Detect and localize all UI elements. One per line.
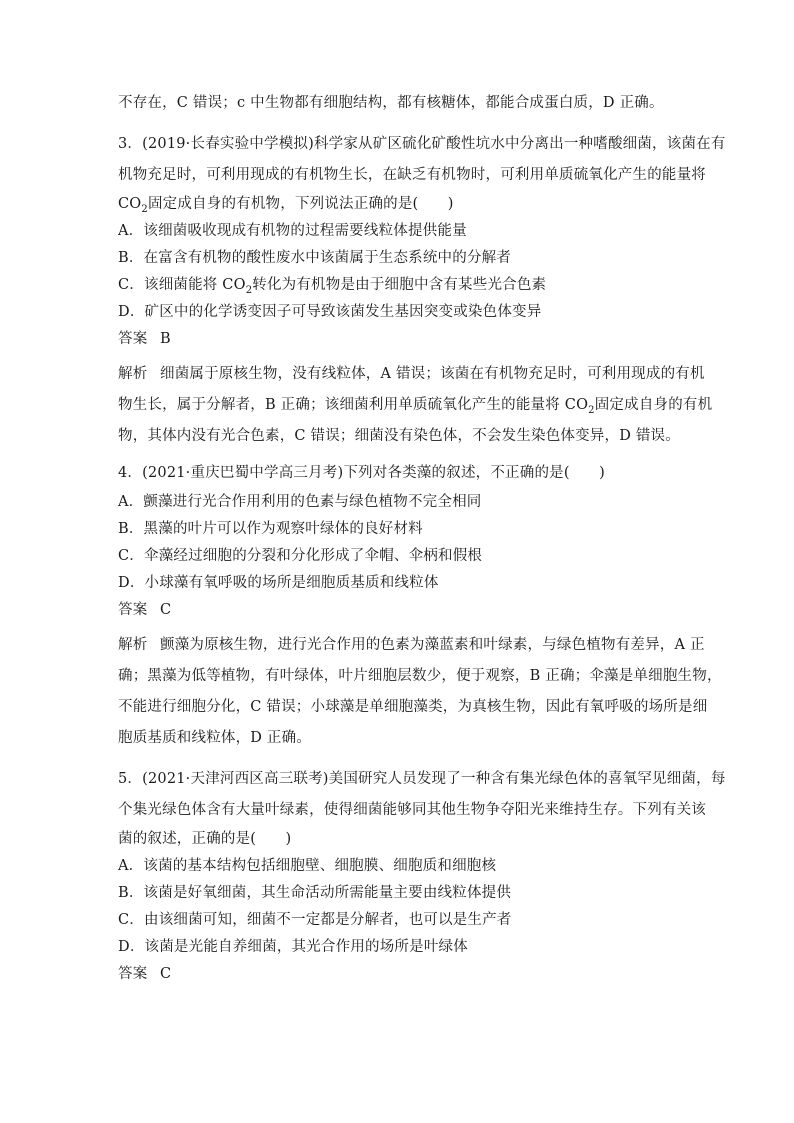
document-page xyxy=(118,88,726,988)
q4-analysis-line-2: 确；黑藻为低等植物，有叶绿体，叶片细胞层数少，便于观察，B 正确；伞藻是单细胞生物， xyxy=(118,668,722,684)
q3-stem-line-1: 3．(2019·长春实验中学模拟)科学家从矿区硫化矿酸性坑水中分离出一种嗜酸细菌，该菌在有 xyxy=(118,136,726,152)
q5-stem-line-1: 5．(2021·天津河西区高三联考)美国研究人员发现了一种含有集光绿色体的喜氧罕见细菌，每 xyxy=(118,771,726,787)
analysis-label: 解析 xyxy=(118,637,148,653)
q5-stem-line-3: 菌的叙述，正确的是( ) xyxy=(118,831,292,847)
q4-option-a: A．颤藻进行光合作用利用的色素与绿色植物不完全相同 xyxy=(118,494,482,510)
answer-label: 答案 xyxy=(118,331,148,347)
q3-option-c: C．该细菌能将 $CO_2$转化为有机物是由于细胞中含有某些光合色素 xyxy=(118,277,547,296)
answer-label: 答案 xyxy=(118,602,148,618)
q5-stem-line-2: 个集光绿色体含有大量叶绿素，使得细菌能够同其他生物争夺阳光来维持生存。下列有关该 xyxy=(118,802,706,818)
answer-value: C xyxy=(160,602,172,618)
q4-option-d: D．小球藻有氧呼吸的场所是细胞质基质和线粒体 xyxy=(118,575,439,591)
q3-analysis-line-1: 解析 细菌属于原核生物，没有线粒体，A 错误；该菌在有机物充足时，可利用现成的有机 xyxy=(118,359,678,390)
answer-value: B xyxy=(160,331,171,347)
q4-stem: 4．(2021·重庆巴蜀中学高三月考)下列对各类藻的叙述，不正确的是( ) xyxy=(118,465,605,481)
q4-analysis-line-3: 不能进行细胞分化，C 错误；小球藻是单细胞藻类，为真核生物，因此有氧呼吸的场所是细 xyxy=(118,699,708,715)
q5-option-d: D．该菌是光能自养细菌，其光合作用的场所是叶绿体 xyxy=(118,939,468,955)
question-3 xyxy=(118,129,726,452)
q3-option-b: B．在富含有机物的酸性废水中该菌属于生态系统中的分解者 xyxy=(118,250,512,266)
analysis-label: 解析 xyxy=(118,366,148,382)
q5-answer xyxy=(118,961,678,988)
q4-analysis-line-1: 解析 颤藻为原核生物，进行光合作用的色素为藻蓝素和叶绿素，与绿色植物有差异，A 正 xyxy=(118,630,678,661)
answer-value: C xyxy=(160,966,172,982)
q4-analysis-line-4: 胞质基质和线粒体，D 正确。 xyxy=(118,730,312,746)
q5-option-a: A．该菌的基本结构包括细胞壁、细胞膜、细胞质和细胞核 xyxy=(118,858,497,874)
q3-option-d: D．矿区中的化学诱变因子可导致该菌发生基因突变或染色体变异 xyxy=(118,304,542,320)
q3-analysis-line-3: 物，其体内没有光合色素，C 错误；细菌没有染色体，不会发生染色体变异，D 错误。 xyxy=(118,428,680,444)
question-5 xyxy=(118,764,726,988)
q3-option-a: A．该细菌吸收现成有机物的过程需要线粒体提供能量 xyxy=(118,223,467,239)
q4-option-c: C．伞藻经过细胞的分裂和分化形成了伞帽、伞柄和假根 xyxy=(118,548,483,564)
q5-option-c: C．由该细菌可知，细菌不一定都是分解者，也可以是生产者 xyxy=(118,912,512,928)
q4-answer xyxy=(118,597,678,624)
q5-option-b: B．该菌是好氧细菌，其生命活动所需能量主要由线粒体提供 xyxy=(118,885,512,901)
answer-label: 答案 xyxy=(118,966,148,982)
question-4 xyxy=(118,458,722,754)
q3-stem-line-3: $CO_2$固定成自身的有机物，下列说法正确的是( ) xyxy=(118,196,454,215)
q3-stem-line-2: 机物充足时，可利用现成的有机物生长，在缺乏有机物时，可利用单质硫氧化产生的能量将 xyxy=(118,167,706,183)
continuation-text: 不存在，C 错误；c 中生物都有细胞结构，都有核糖体，都能合成蛋白质，D 正确。 xyxy=(118,95,664,111)
q3-analysis-line-2: 物生长，属于分解者，B 正确；该细菌利用单质硫氧化产生的能量将 $CO_2$固定成自身的有机 xyxy=(118,397,713,416)
q3-answer xyxy=(118,326,678,353)
q4-option-b: B．黑藻的叶片可以作为观察叶绿体的良好材料 xyxy=(118,521,423,537)
